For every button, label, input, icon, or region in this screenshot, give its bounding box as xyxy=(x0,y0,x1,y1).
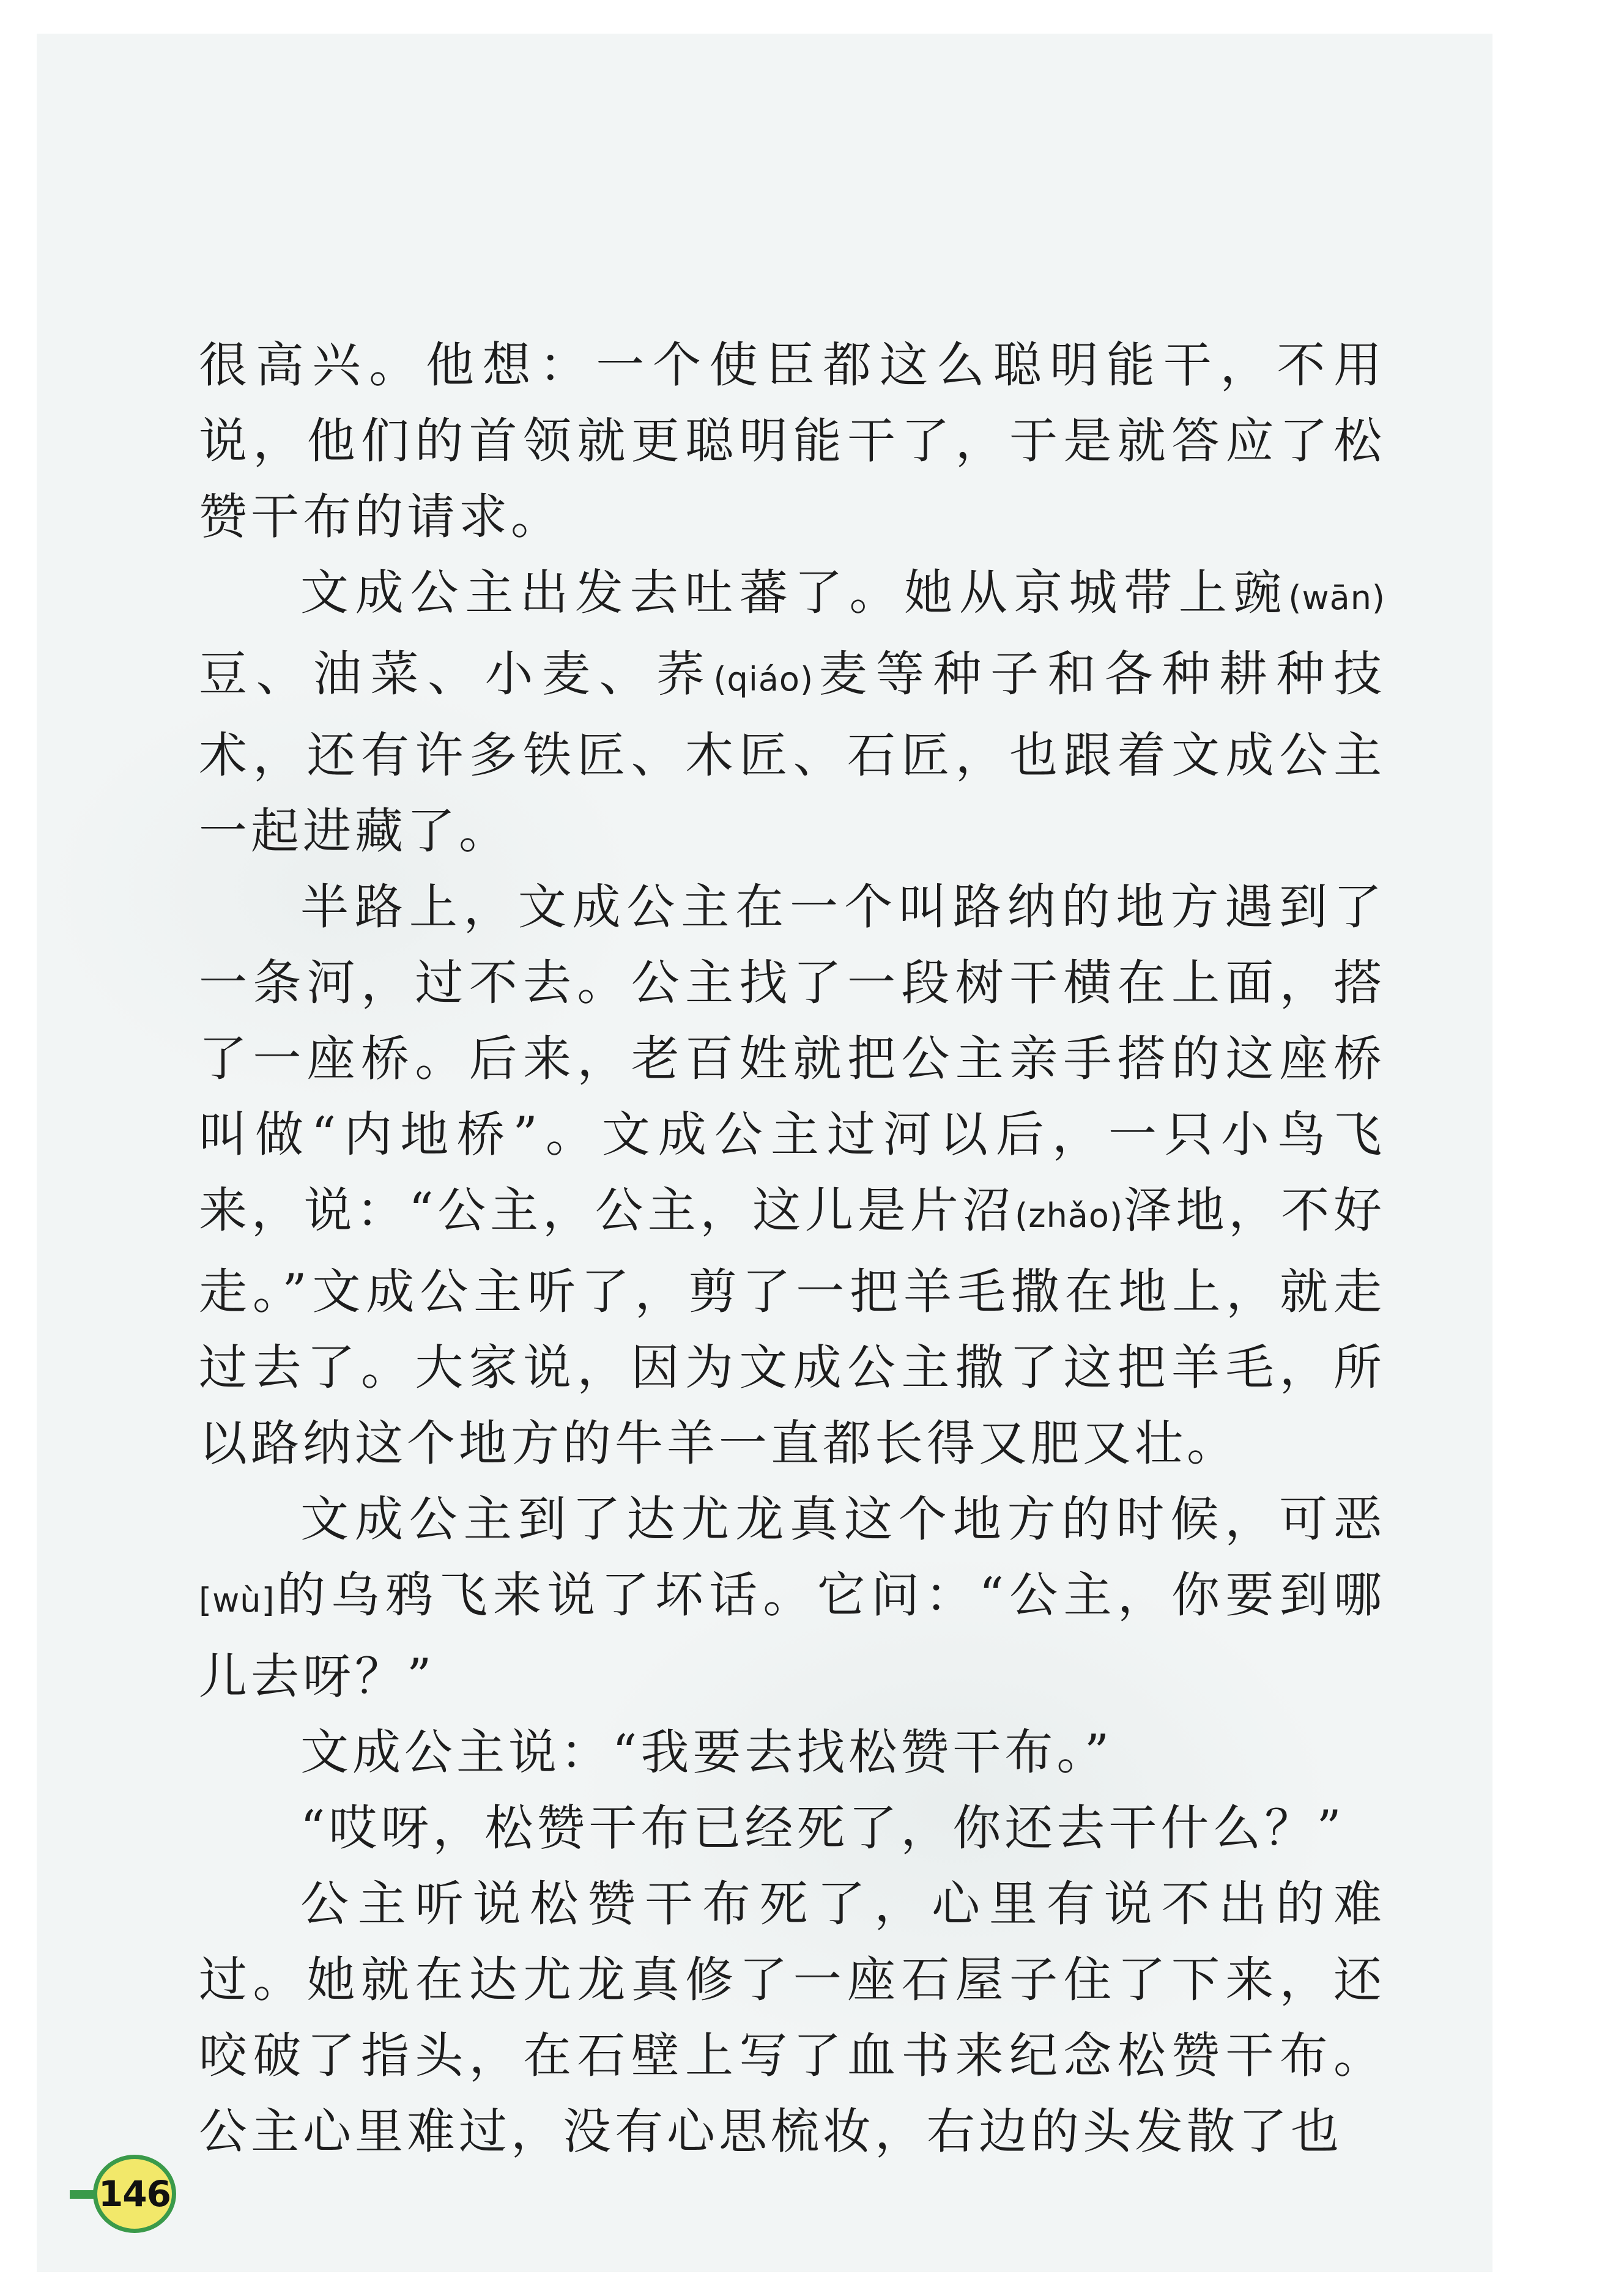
paragraph-3 xyxy=(199,869,1385,1481)
pinyin-annotation: (wān) xyxy=(1288,579,1385,617)
page-number-badge xyxy=(93,2155,179,2233)
paragraph-text: 文成公主说：“我要去找松赞干布。” xyxy=(300,1724,1113,1780)
paragraph-7 xyxy=(199,1866,1385,2169)
story-text xyxy=(199,327,1385,2169)
pinyin-annotation: (zhǎo) xyxy=(1015,1196,1124,1235)
paragraph-text: 泽地，不好走。”文成公主听了，剪了一把羊毛撒在地上，就走过去了。大家说，因为文成公主撒了这把羊毛，所以路纳这个地方的牛羊一直都长得又肥又壮。 xyxy=(199,1182,1386,1472)
book-page xyxy=(37,34,1492,2272)
paragraph-text: 的乌鸦飞来说了坏话。它问：“公主，你要到哪儿去呀？” xyxy=(199,1567,1385,1705)
paragraph-text: 豆、油菜、小麦、荞 xyxy=(199,646,714,702)
paragraph-text: 半路上，文成公主在一个叫路纳的地方遇到了一条河，过不去。公主找了一段树干横在上面，搭了一座桥。后来，老百姓就把公主亲手搭的这座桥叫做“内地桥”。文成公主过河以后，一只小鸟飞来，说：“公主，公主，这儿是片沼 xyxy=(199,879,1385,1239)
page-number: 146 xyxy=(98,2173,171,2215)
paragraph-4 xyxy=(199,1481,1385,1714)
paragraph-2 xyxy=(199,555,1385,869)
pinyin-annotation: (qiáo) xyxy=(713,660,814,698)
badge-circle xyxy=(93,2155,176,2233)
paragraph-text: 文成公主到了达尤龙真这个地方的时候，可恶 xyxy=(300,1491,1385,1547)
paragraph-text: “哎呀，松赞干布已经死了，你还去干什么？” xyxy=(300,1800,1345,1856)
paragraph-text: 公主听说松赞干布死了，心里有说不出的难过。她就在达尤龙真修了一座石屋子住了下来，还咬破了指头，在石壁上写了血书来纪念松赞干布。公主心里难过，没有心思梳妆，右边的头发散了也 xyxy=(199,1876,1385,2160)
paragraph-5 xyxy=(199,1714,1385,1790)
paragraph-text: 很高兴。他想：一个使臣都这么聪明能干，不用说，他们的首领就更聪明能干了，于是就答应了松赞干布的请求。 xyxy=(199,337,1385,545)
paragraph-text: 文成公主出发去吐蕃了。她从京城带上豌 xyxy=(300,565,1289,621)
pinyin-annotation: [wù] xyxy=(199,1581,275,1620)
paragraph-1 xyxy=(199,327,1385,555)
paragraph-text: 麦等种子和各种耕种技术，还有许多铁匠、木匠、石匠，也跟着文成公主一起进藏了。 xyxy=(199,646,1386,859)
paragraph-6 xyxy=(199,1790,1385,1866)
